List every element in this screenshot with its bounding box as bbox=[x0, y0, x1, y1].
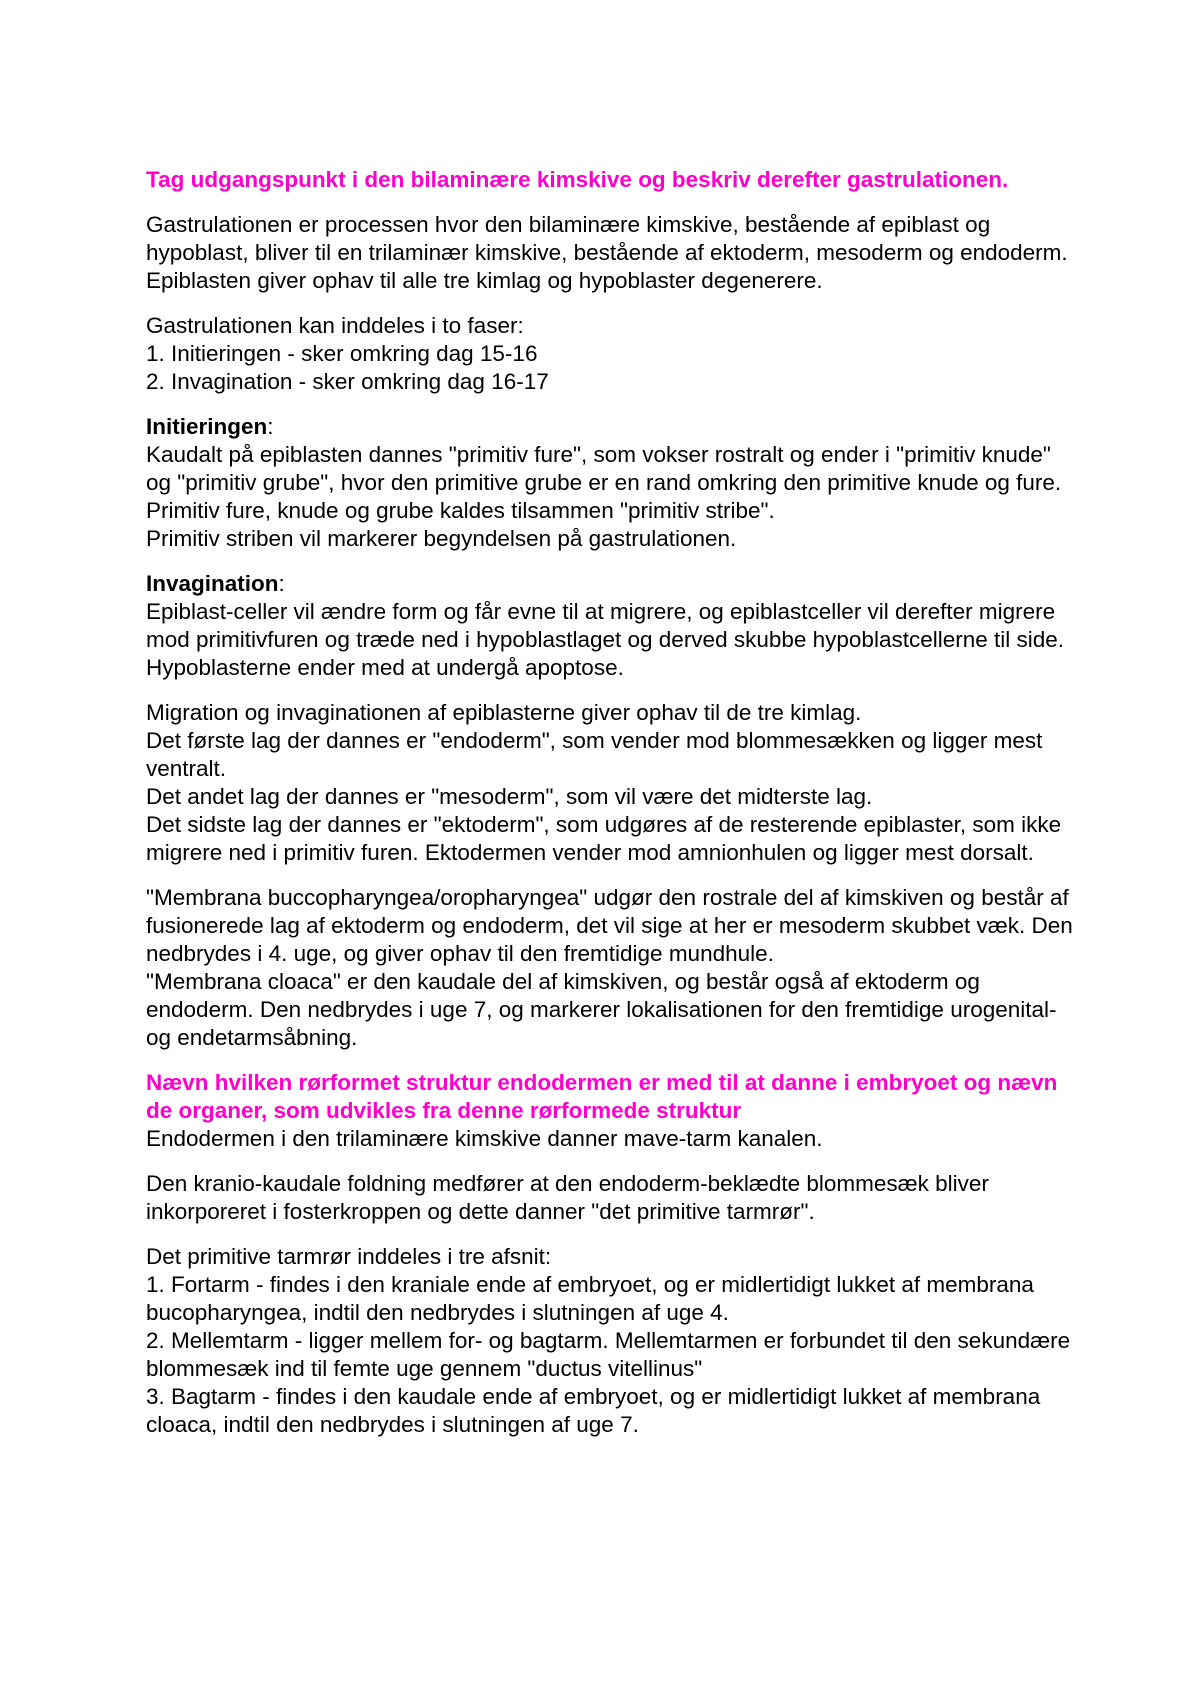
intro-paragraph-1: Gastrulationen er processen hvor den bilaminære kimskive, bestående af epiblast og hypoblast, bliver til en trilaminær kimskive, bestående af ektoderm, mesoderm og endoderm. bbox=[146, 212, 1068, 265]
document-page bbox=[146, 166, 1076, 1439]
layers-line-1: Migration og invaginationen af epiblasterne giver ophav til de tre kimlag. bbox=[146, 700, 862, 725]
membranes-section bbox=[146, 884, 1076, 1052]
initiering-section bbox=[146, 413, 1076, 553]
initiering-heading: Initieringen bbox=[146, 414, 268, 439]
question-2-heading: Nævn hvilken rørformet struktur endodermen er med til at danne i embryoet og nævn de organer, som udvikles fra denne rørformede struktur bbox=[146, 1070, 1058, 1123]
phase-item-1: 1. Initieringen - sker omkring dag 15-16 bbox=[146, 341, 538, 366]
layers-line-2: Det første lag der dannes er "endoderm", som vender mod blommesækken og ligger mest ventralt. bbox=[146, 728, 1043, 781]
gut-item-1: 1. Fortarm - findes i den kraniale ende af embryoet, og er midlertidigt lukket af membrana bucopharyngea, indtil den nedbrydes i slutningen af uge 4. bbox=[146, 1272, 1034, 1325]
invagination-heading: Invagination bbox=[146, 571, 279, 596]
initiering-line-2: Primitiv fure, knude og grube kaldes tilsammen "primitiv stribe". bbox=[146, 498, 775, 523]
membranes-line-1: "Membrana buccopharyngea/oropharyngea" udgør den rostrale del af kimskiven og består af fusionerede lag af ektoderm og endoderm, det vil sige at her er mesoderm skubbet væk. Den nedbrydes i 4. uge, og giver ophav til den fremtidige mundhule. bbox=[146, 885, 1073, 966]
initiering-title bbox=[146, 413, 1076, 441]
intro-section bbox=[146, 211, 1076, 295]
layers-line-3: Det andet lag der dannes er "mesoderm", som vil være det midterste lag. bbox=[146, 784, 873, 809]
initiering-line-3: Primitiv striben vil markerer begyndelsen på gastrulationen. bbox=[146, 526, 737, 551]
gut-item-3: 3. Bagtarm - findes i den kaudale ende af embryoet, og er midlertidigt lukket af membrana cloaca, indtil den nedbrydes i slutningen af uge 7. bbox=[146, 1384, 1041, 1437]
phase-item-2: 2. Invagination - sker omkring dag 16-17 bbox=[146, 369, 549, 394]
question-2-section bbox=[146, 1069, 1076, 1153]
initiering-line-1: Kaudalt på epiblasten dannes "primitiv fure", som vokser rostralt og ender i "primitiv knude" og "primitiv grube", hvor den primitive grube er en rand omkring den primitive knude og fure. bbox=[146, 442, 1062, 495]
invagination-colon: : bbox=[278, 571, 285, 596]
gut-heading: Det primitive tarmrør inddeles i tre afsnit: bbox=[146, 1244, 552, 1269]
phases-section bbox=[146, 312, 1076, 396]
invagination-title bbox=[146, 570, 1076, 598]
folding-section bbox=[146, 1170, 1076, 1226]
gut-item-2: 2. Mellemtarm - ligger mellem for- og bagtarm. Mellemtarmen er forbundet til den sekundære blommesæk ind til femte uge gennem "ductus vitellinus" bbox=[146, 1328, 1071, 1381]
invagination-section bbox=[146, 570, 1076, 682]
gut-section bbox=[146, 1243, 1076, 1439]
folding-text: Den kranio-kaudale foldning medfører at den endoderm-beklædte blommesæk bliver inkorporeret i fosterkroppen og dette danner "det primitive tarmrør". bbox=[146, 1171, 989, 1224]
initiering-colon: : bbox=[267, 414, 274, 439]
invagination-text: Epiblast-celler vil ændre form og får evne til at migrere, og epiblastceller vil derefter migrere mod primitivfuren og træde ned i hypoblastlaget og derved skubbe hypoblastcellerne til side. Hypoblasterne ender med at undergå apoptose. bbox=[146, 599, 1065, 680]
question-1-heading: Tag udgangspunkt i den bilaminære kimskive og beskriv derefter gastrulationen. bbox=[146, 167, 1009, 192]
membranes-line-2: "Membrana cloaca" er den kaudale del af kimskiven, og består også af ektoderm og endoderm. Den nedbrydes i uge 7, og markerer lokalisationen for den fremtidige urogenital- og endetarmsåbning. bbox=[146, 969, 1057, 1050]
layers-line-4: Det sidste lag der dannes er "ektoderm", som udgøres af de resterende epiblaster, som ikke migrere ned i primitiv furen. Ektodermen vender mod amnionhulen og ligger mest dorsalt. bbox=[146, 812, 1062, 865]
question-2-answer: Endodermen i den trilaminære kimskive danner mave-tarm kanalen. bbox=[146, 1126, 823, 1151]
layers-section bbox=[146, 699, 1076, 867]
intro-paragraph-2: Epiblasten giver ophav til alle tre kimlag og hypoblaster degenerere. bbox=[146, 268, 823, 293]
phases-heading: Gastrulationen kan inddeles i to faser: bbox=[146, 313, 524, 338]
